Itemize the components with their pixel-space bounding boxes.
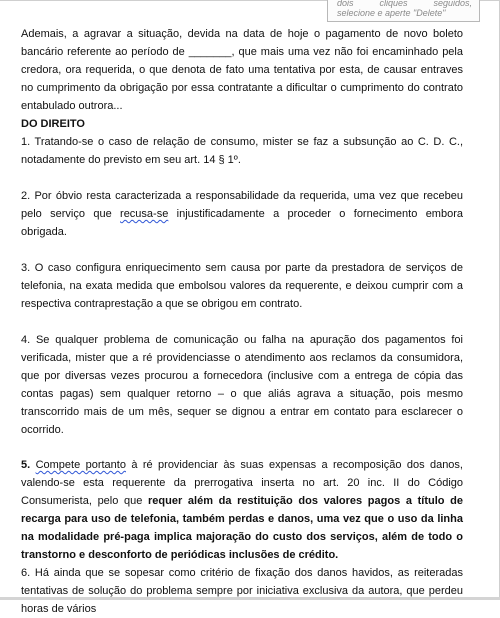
page-bottom-edge	[0, 597, 500, 600]
paragraph-4: 4. Se qualquer problema de comunicação ou falha na apuração dos pagamentos foi verificada, mister que a ré providenciasse o atendimento aos reclamos da consumidora, que por diversas vezes procurou a fornecedora (inclusive com a entrega de cópia das contas pagas) sem qualquer retorno – o que aliás agrava a situação, pois mesmo transcorrido mais de um mês, sequer se dignou a entrar em contato para esclarecer o ocorrido.	[21, 334, 463, 436]
document-body[interactable]	[21, 25, 463, 618]
paragraph-5-text: à ré providenciar às suas expensas a recomposição dos danos, valendo-se esta requerente da prerrogativa inserta no art. 20 inc. II do Código Consumerista, pelo que	[21, 459, 463, 507]
comment-word: cliques	[379, 0, 408, 8]
section-title: DO DIREITO	[21, 118, 85, 130]
paragraph-2-text-a: 2. Por óbvio resta caracterizada a responsabilidade da requerida, uma vez que recebeu pelo serviço que	[21, 190, 463, 220]
comment-balloon[interactable]	[327, 0, 480, 22]
comment-line-2: selecione e aperte "Delete"	[337, 8, 446, 18]
paragraph-5	[21, 456, 463, 564]
intro-paragraph: Ademais, a agravar a situação, devida na data de hoje o pagamento de novo boleto bancário referente ao período de _______, que mais uma vez não foi encaminhado pela credora, ora requerida, o que denota de fato uma tentativa por esta, de causar entraves no cumprimento da obrigação por essa contratante a dificultar o cumprimento do contrato entabulado outrora...	[21, 28, 463, 112]
paragraph-5-number: 5.	[21, 459, 31, 471]
paragraph-6: 6. Há ainda que se sopesar como critério de fixação dos danos havidos, as reiteradas tentativas de solução do problema sempre por iniciativa exclusiva da autora, que perdeu horas de vários	[21, 567, 463, 615]
paragraph-2-text-b: injustificadamente a proceder o fornecimento embora obrigada.	[21, 208, 463, 238]
paragraph-5-bold-text: requer além da restituição dos valores pagos a título de recarga para uso de telefonia, também perdas e danos, uma vez que o uso da linha na modalidade pré-paga implica majoração do custo dos serviços, além de todo o transtorno e desconforto de periódicas inclusões de crédito.	[21, 495, 463, 561]
comment-word: seguidos,	[433, 0, 472, 8]
paragraph-3: 3. O caso configura enriquecimento sem causa por parte da prestadora de serviços de telefonia, na exata medida que embolsou valores da requerente, e deixou cumprir com a respectiva contraprestação a que se obrigou em contrato.	[21, 262, 463, 310]
grammar-flag[interactable]: Compete portanto	[35, 459, 126, 471]
comment-line-1	[337, 0, 472, 8]
spelling-flag[interactable]: recusa-se	[120, 208, 169, 220]
comment-word: dois	[337, 0, 354, 8]
paragraph-1: 1. Tratando-se o caso de relação de consumo, mister se faz a subsunção ao C. D. C., notadamente do previsto em seu art. 14 § 1º.	[21, 136, 463, 166]
paragraph-2	[21, 187, 463, 241]
